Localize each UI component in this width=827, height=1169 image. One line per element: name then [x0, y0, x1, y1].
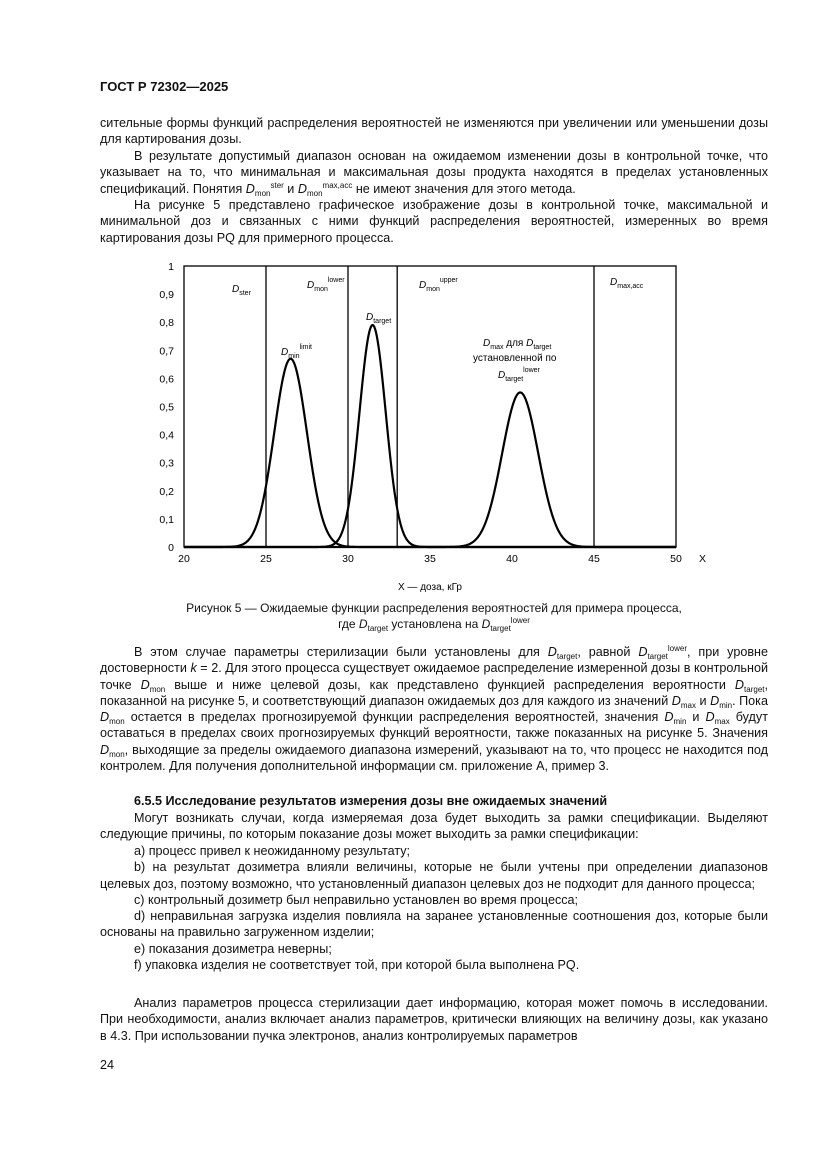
list-item: f) упаковка изделия не соответствует той, при которой была выполнена PQ.	[134, 958, 580, 973]
y-tick-label: 0,9	[159, 289, 174, 302]
x-axis-title: X — доза, кГр	[397, 582, 463, 593]
label-d-max-line3: $D_{target}^{lower}$	[498, 367, 540, 383]
list-item: d) неправильная загрузка изделия повлияла на заранее установленные соотношения доз, которые были основаны на правильно загруженном изделии;	[100, 909, 768, 940]
y-tick-label: 0,2	[159, 485, 174, 498]
y-tick-label: 0,3	[159, 457, 174, 470]
x-tick-label: 20	[178, 553, 190, 565]
list-item: c) контрольный дозиметр был неправильно установлен во время процесса;	[134, 892, 579, 907]
list-item: e) показания дозиметра неверны;	[134, 941, 332, 956]
label-d-mon-upper: $D_{mon}^{upper}$	[419, 277, 458, 293]
x-tick-label: 30	[342, 553, 354, 565]
distribution-curve	[184, 359, 676, 547]
paragraph-2: В результате допустимый диапазон основан на ожидаемом изменении дозы в контрольной точке, что указывает на то, что минимальная и максимальная дозы продукта находятся в пределах установленных спецификаций. Понятия $D_{mon}^{ster}$ и $D_{mon}^{max,acc}$ не имеют значения для этого метода.	[100, 149, 768, 198]
distribution-curve	[184, 325, 676, 547]
paragraph-5: Могут возникать случаи, когда измеряемая доза будет выходить за рамки спецификации. Выделяют следующие причины, по которым показание дозы может выходить за рамки спецификации:	[100, 811, 768, 842]
y-tick-label: 0,4	[159, 429, 174, 442]
y-tick-label: 0,5	[159, 401, 174, 414]
figure-caption: Рисунок 5 — Ожидаемые функции распределения вероятностей для примера процесса, где $D_{target}$ установлена на $D_{target}^{lower}$	[186, 601, 682, 633]
x-tick-label: 45	[588, 553, 600, 565]
x-tick-label: 50	[670, 553, 682, 565]
y-tick-label: 0,1	[159, 513, 174, 526]
label-d-max-acc: $D_{max,acc}$	[610, 277, 644, 290]
list-item: b) на результат дозиметра влияли величины, которые не были учтены при определении диапазонов целевых доз, поэтому возможно, что установленный диапазон целевых доз не подходит для данного процесса;	[100, 860, 768, 891]
label-d-max-line1: $D_{max}$ для $D_{target}$	[483, 338, 552, 351]
label-d-mon-lower: $D_{mon}^{lower}$	[307, 277, 345, 293]
page-number: 24	[100, 1058, 115, 1072]
y-tick-label: 0,8	[159, 317, 174, 330]
y-tick-label: 0,7	[159, 345, 174, 358]
section-heading-6-5-5: 6.5.5 Исследование результатов измерения дозы вне ожидаемых значений	[134, 794, 608, 808]
document-id: ГОСТ Р 72302—2025	[100, 79, 229, 94]
x-tick-label: 35	[424, 553, 436, 565]
paragraph-4: В этом случае параметры стерилизации были установлены для $D_{target}$, равной $D_{target}^{lower}$, при уровне достоверности k = 2. Для этого процесса существует ожидаемое распределение измеренной дозы в контрольной точке $D_{mon}$ выше и ниже целевой дозы, как представлено функцией распределения вероятности $D_{target}$, показанной на рисунке 5, и соответствующий диапазон ожидаемых доз для каждого из значений $D_{max}$ и $D_{min}$. Пока $D_{mon}$ остается в пределах прогнозируемой функции распределения вероятностей, значения $D_{min}$ и $D_{max}$ будут оставаться в пределах своих прогнозируемых функций вероятности, также показанных на рисунке 5. Значения $D_{mon}$, выходящие за пределы ожидаемого диапазона измерений, указывают на то, что процесс не находится под контролем. Для получения дополнительной информации см. приложение А, пример 3.	[100, 644, 768, 774]
label-d-max-line2: установленной по	[473, 353, 557, 364]
label-d-ster: $D_{ster}$	[232, 284, 251, 297]
x-tick-label: 25	[260, 553, 272, 565]
y-tick-label: 0,6	[159, 373, 174, 386]
x-tick-label: 40	[506, 553, 518, 565]
y-tick-label: 0	[168, 542, 174, 554]
paragraph-1: сительные формы функций распределения вероятностей не изменяются при увеличении или уменьшении дозы для картирования дозы.	[100, 116, 768, 147]
y-tick-label: 1	[168, 261, 174, 273]
list-item: a) процесс привел к неожиданному результату;	[134, 844, 411, 858]
plot-frame	[184, 266, 676, 547]
label-d-target: $D_{target}$	[366, 312, 392, 325]
label-d-min-limit: $D_{min}^{limit}$	[281, 344, 312, 360]
x-axis-letter: X	[699, 553, 707, 565]
paragraph-3: На рисунке 5 представлено графическое изображение дозы в контрольной точке, максимальной и минимальной доз и связанных с ними функций распределения вероятностей, измеренных во время картирования дозы PQ для примерного процесса.	[100, 198, 768, 245]
paragraph-6: Анализ параметров процесса стерилизации дает информацию, которая может помочь в исследовании. При необходимости, анализ включает анализ параметров, критически влияющих на величину дозы, как указано в 4.3. При использовании пучка электронов, анализ контролируемых параметров	[100, 996, 768, 1043]
cause-list	[100, 843, 768, 973]
